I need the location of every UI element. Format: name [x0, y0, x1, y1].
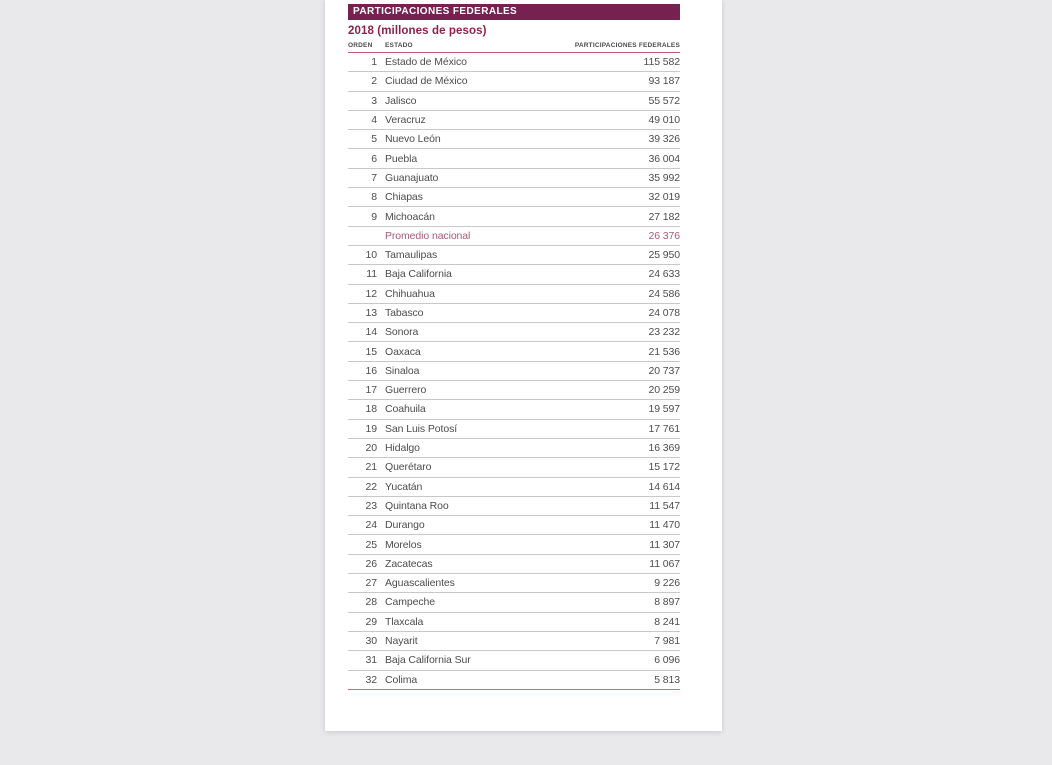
table-row [348, 168, 680, 187]
cell-orden: 13 [348, 303, 377, 322]
table-row [348, 419, 680, 438]
table-row [348, 535, 680, 554]
table-row [348, 612, 680, 631]
cell-orden: 31 [348, 651, 377, 670]
table-section [325, 0, 722, 690]
table-row [348, 593, 680, 612]
cell-orden: 32 [348, 670, 377, 689]
cell-orden: 8 [348, 188, 377, 207]
table-header [348, 40, 680, 53]
cell-valor: 11 470 [529, 516, 681, 535]
table-row [348, 361, 680, 380]
cell-valor: 39 326 [529, 130, 681, 149]
cell-orden: 11 [348, 265, 377, 284]
cell-estado: Jalisco [377, 91, 529, 110]
table-row [348, 207, 680, 226]
cell-valor: 35 992 [529, 168, 681, 187]
cell-estado: Zacatecas [377, 554, 529, 573]
cell-orden: 3 [348, 91, 377, 110]
cell-valor: 15 172 [529, 458, 681, 477]
cell-orden: 10 [348, 245, 377, 264]
column-header-participaciones: PARTICIPACIONES FEDERALES [529, 40, 681, 53]
table-row [348, 670, 680, 689]
cell-orden: 27 [348, 574, 377, 593]
cell-valor: 17 761 [529, 419, 681, 438]
cell-estado: Puebla [377, 149, 529, 168]
cell-orden: 25 [348, 535, 377, 554]
cell-valor: 26 376 [529, 226, 681, 245]
cell-estado: Ciudad de México [377, 72, 529, 91]
cell-orden: 1 [348, 53, 377, 72]
cell-estado: Baja California [377, 265, 529, 284]
cell-orden: 19 [348, 419, 377, 438]
cell-valor: 27 182 [529, 207, 681, 226]
cell-estado: Coahuila [377, 400, 529, 419]
cell-orden: 20 [348, 438, 377, 457]
cell-estado: Oaxaca [377, 342, 529, 361]
cell-estado: Querétaro [377, 458, 529, 477]
cell-estado: Colima [377, 670, 529, 689]
cell-valor: 93 187 [529, 72, 681, 91]
table-row [348, 245, 680, 264]
cell-orden: 6 [348, 149, 377, 168]
cell-valor: 8 241 [529, 612, 681, 631]
cell-estado: Veracruz [377, 110, 529, 129]
cell-estado: Sonora [377, 323, 529, 342]
column-header-orden: ORDEN [348, 40, 377, 53]
table-row [348, 188, 680, 207]
cell-valor: 36 004 [529, 149, 681, 168]
cell-estado: Tamaulipas [377, 245, 529, 264]
cell-orden: 23 [348, 496, 377, 515]
table-row [348, 323, 680, 342]
cell-estado: Guerrero [377, 381, 529, 400]
table-row [348, 574, 680, 593]
table-row [348, 477, 680, 496]
cell-valor: 49 010 [529, 110, 681, 129]
cell-estado: Estado de México [377, 53, 529, 72]
cell-estado: Nuevo León [377, 130, 529, 149]
cell-estado: Baja California Sur [377, 651, 529, 670]
cell-estado: Chihuahua [377, 284, 529, 303]
table-title: PARTICIPACIONES FEDERALES [353, 6, 518, 17]
cell-valor: 32 019 [529, 188, 681, 207]
cell-valor: 20 259 [529, 381, 681, 400]
table-row [348, 496, 680, 515]
cell-estado: Yucatán [377, 477, 529, 496]
cell-valor: 55 572 [529, 91, 681, 110]
table-row [348, 284, 680, 303]
cell-orden: 26 [348, 554, 377, 573]
cell-valor: 11 067 [529, 554, 681, 573]
table-title-bar [348, 4, 680, 20]
cell-valor: 9 226 [529, 574, 681, 593]
table-row [348, 458, 680, 477]
table-row [348, 110, 680, 129]
column-header-estado: ESTADO [377, 40, 529, 53]
cell-valor: 24 586 [529, 284, 681, 303]
cell-orden: 5 [348, 130, 377, 149]
table-row [348, 631, 680, 650]
table-row [348, 381, 680, 400]
cell-orden: 9 [348, 207, 377, 226]
cell-estado: Tabasco [377, 303, 529, 322]
cell-valor: 8 897 [529, 593, 681, 612]
cell-estado: Campeche [377, 593, 529, 612]
table-row [348, 400, 680, 419]
cell-valor: 24 078 [529, 303, 681, 322]
cell-valor: 115 582 [529, 53, 681, 72]
cell-estado: Durango [377, 516, 529, 535]
cell-estado: Hidalgo [377, 438, 529, 457]
cell-orden: 15 [348, 342, 377, 361]
cell-estado: Quintana Roo [377, 496, 529, 515]
cell-valor: 11 307 [529, 535, 681, 554]
cell-valor: 20 737 [529, 361, 681, 380]
cell-valor: 19 597 [529, 400, 681, 419]
table-row [348, 130, 680, 149]
cell-orden: 28 [348, 593, 377, 612]
header-row [348, 40, 680, 53]
table-row [348, 516, 680, 535]
cell-orden: 2 [348, 72, 377, 91]
cell-estado: Nayarit [377, 631, 529, 650]
cell-valor: 14 614 [529, 477, 681, 496]
cell-valor: 7 981 [529, 631, 681, 650]
cell-orden: 24 [348, 516, 377, 535]
cell-estado: San Luis Potosí [377, 419, 529, 438]
document-page [325, 0, 722, 731]
cell-estado: Promedio nacional [377, 226, 529, 245]
cell-estado: Tlaxcala [377, 612, 529, 631]
cell-valor: 25 950 [529, 245, 681, 264]
cell-valor: 24 633 [529, 265, 681, 284]
cell-estado: Michoacán [377, 207, 529, 226]
cell-estado: Sinaloa [377, 361, 529, 380]
cell-estado: Guanajuato [377, 168, 529, 187]
table-body [348, 53, 680, 690]
cell-orden [348, 226, 377, 245]
cell-orden: 22 [348, 477, 377, 496]
table-row [348, 303, 680, 322]
table-row [348, 149, 680, 168]
cell-valor: 16 369 [529, 438, 681, 457]
cell-valor: 21 536 [529, 342, 681, 361]
cell-orden: 4 [348, 110, 377, 129]
cell-valor: 23 232 [529, 323, 681, 342]
cell-orden: 12 [348, 284, 377, 303]
cell-valor: 11 547 [529, 496, 681, 515]
cell-orden: 14 [348, 323, 377, 342]
cell-orden: 16 [348, 361, 377, 380]
cell-valor: 5 813 [529, 670, 681, 689]
cell-orden: 17 [348, 381, 377, 400]
table-row [348, 265, 680, 284]
table-row [348, 226, 680, 245]
cell-estado: Aguascalientes [377, 574, 529, 593]
cell-estado: Chiapas [377, 188, 529, 207]
participaciones-table [348, 40, 680, 690]
cell-valor: 6 096 [529, 651, 681, 670]
cell-estado: Morelos [377, 535, 529, 554]
table-row [348, 651, 680, 670]
table-row [348, 53, 680, 72]
table-row [348, 72, 680, 91]
table-subtitle: 2018 (millones de pesos) [348, 25, 487, 37]
cell-orden: 21 [348, 458, 377, 477]
cell-orden: 30 [348, 631, 377, 650]
table-row [348, 342, 680, 361]
cell-orden: 29 [348, 612, 377, 631]
cell-orden: 18 [348, 400, 377, 419]
table-row [348, 554, 680, 573]
cell-orden: 7 [348, 168, 377, 187]
table-row [348, 438, 680, 457]
table-row [348, 91, 680, 110]
